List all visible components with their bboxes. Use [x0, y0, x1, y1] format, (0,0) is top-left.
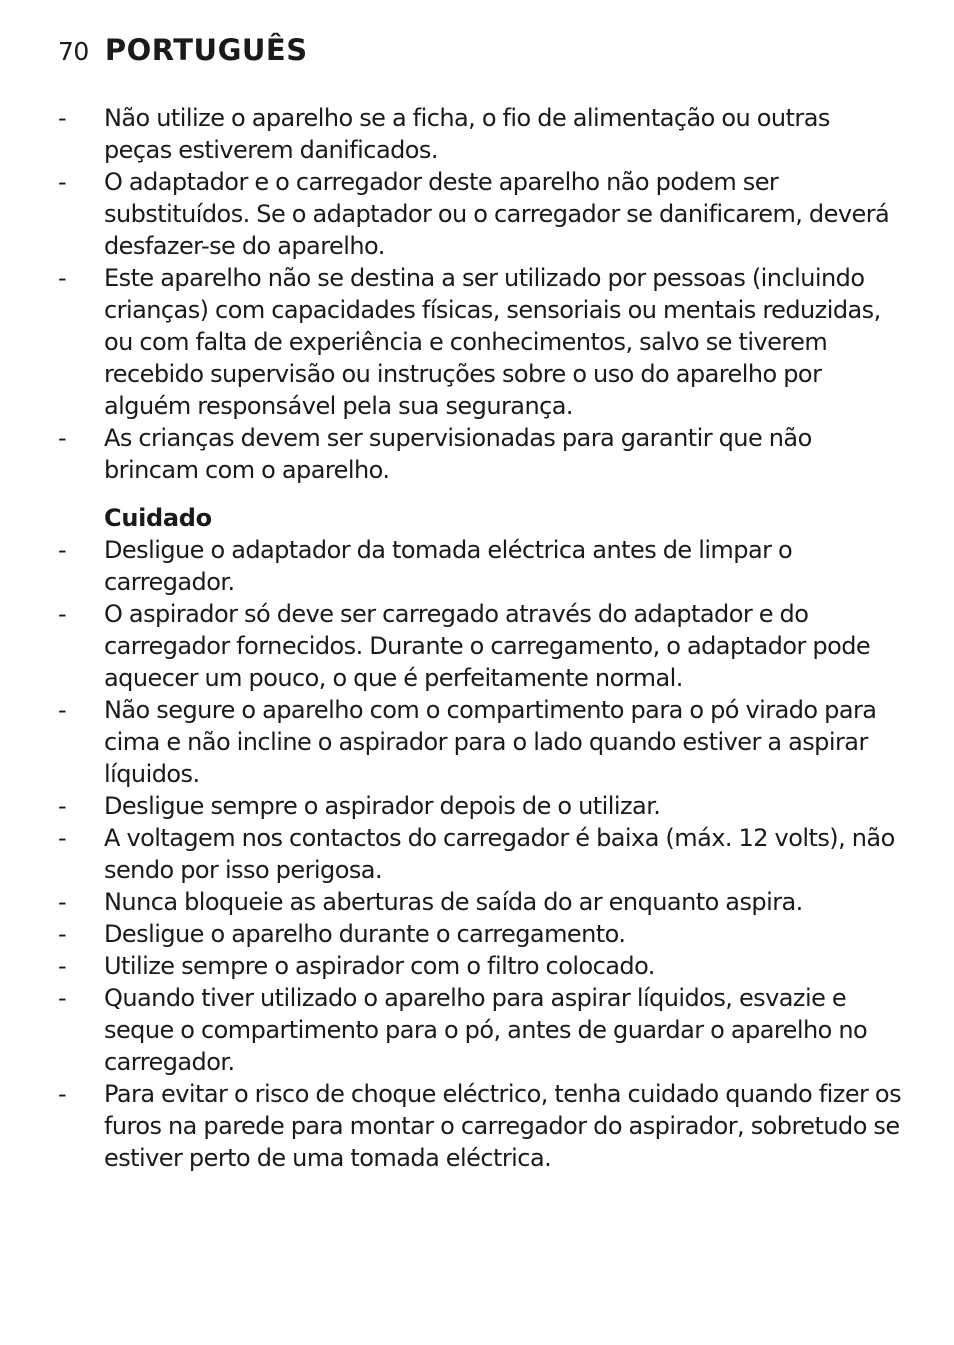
bullet-dash: -	[58, 984, 67, 1012]
warnings-list	[0, 102, 954, 486]
list-item-text: Utilize sempre o aspirador com o filtro colocado.	[104, 952, 655, 980]
list-item	[0, 1078, 954, 1174]
bullet-dash: -	[58, 824, 67, 852]
list-item-text: O aspirador só deve ser carregado através do adaptador e do carregador fornecidos. Durante o carregamento, o adaptador pode aquecer um pouco, o que é perfeitamente normal.	[104, 600, 871, 692]
list-item-text: O adaptador e o carregador deste aparelho não podem ser substituídos. Se o adaptador ou o carregador se danificarem, deverá desfazer-se do aparelho.	[104, 168, 890, 260]
list-item	[0, 166, 954, 262]
list-item-text: As crianças devem ser supervisionadas para garantir que não brincam com o aparelho.	[104, 424, 812, 484]
list-item	[0, 694, 954, 790]
list-item	[0, 598, 954, 694]
bullet-dash: -	[58, 696, 67, 724]
list-item	[0, 950, 954, 982]
bullet-dash: -	[58, 952, 67, 980]
list-item-text: Desligue sempre o aspirador depois de o utilizar.	[104, 792, 661, 820]
bullet-dash: -	[58, 1080, 67, 1108]
list-item-text: Não segure o aparelho com o compartimento para o pó virado para cima e não incline o aspirador para o lado quando estiver a aspirar líquidos.	[104, 696, 877, 788]
bullet-dash: -	[58, 264, 67, 292]
caution-list	[0, 534, 954, 1174]
list-item-text: Desligue o adaptador da tomada eléctrica antes de limpar o carregador.	[104, 536, 793, 596]
page-title: PORTUGUÊS	[104, 33, 308, 67]
bullet-dash: -	[58, 104, 67, 132]
page-header	[58, 33, 308, 67]
bullet-dash: -	[58, 168, 67, 196]
list-item	[0, 534, 954, 598]
page-number: 70	[58, 37, 89, 66]
list-item-text: A voltagem nos contactos do carregador é baixa (máx. 12 volts), não sendo por isso perigosa.	[104, 824, 895, 884]
list-item	[0, 262, 954, 422]
bullet-dash: -	[58, 600, 67, 628]
list-item	[0, 918, 954, 950]
list-item	[0, 822, 954, 886]
list-item-text: Nunca bloqueie as aberturas de saída do ar enquanto aspira.	[104, 888, 803, 916]
bullet-dash: -	[58, 792, 67, 820]
list-item	[0, 102, 954, 166]
list-item-text: Quando tiver utilizado o aparelho para aspirar líquidos, esvazie e seque o compartimento para o pó, antes de guardar o aparelho no carregador.	[104, 984, 868, 1076]
caution-heading: Cuidado	[104, 504, 212, 532]
list-item	[0, 982, 954, 1078]
list-item-text: Desligue o aparelho durante o carregamento.	[104, 920, 626, 948]
bullet-dash: -	[58, 888, 67, 916]
list-item	[0, 790, 954, 822]
bullet-dash: -	[58, 536, 67, 564]
page-content	[0, 102, 954, 1174]
list-item-text: Para evitar o risco de choque eléctrico, tenha cuidado quando fizer os furos na parede para montar o carregador do aspirador, sobretudo se estiver perto de uma tomada eléctrica.	[104, 1080, 902, 1172]
bullet-dash: -	[58, 920, 67, 948]
list-item-text: Este aparelho não se destina a ser utilizado por pessoas (incluindo crianças) com capacidades físicas, sensoriais ou mentais reduzidas, ou com falta de experiência e conhecimentos, salvo se tiverem recebido supervisão ou instruções sobre o uso do aparelho por alguém responsável pela sua segurança.	[104, 264, 881, 420]
list-item	[0, 886, 954, 918]
list-item	[0, 422, 954, 486]
list-item-text: Não utilize o aparelho se a ficha, o fio de alimentação ou outras peças estiverem danificados.	[104, 104, 830, 164]
bullet-dash: -	[58, 424, 67, 452]
